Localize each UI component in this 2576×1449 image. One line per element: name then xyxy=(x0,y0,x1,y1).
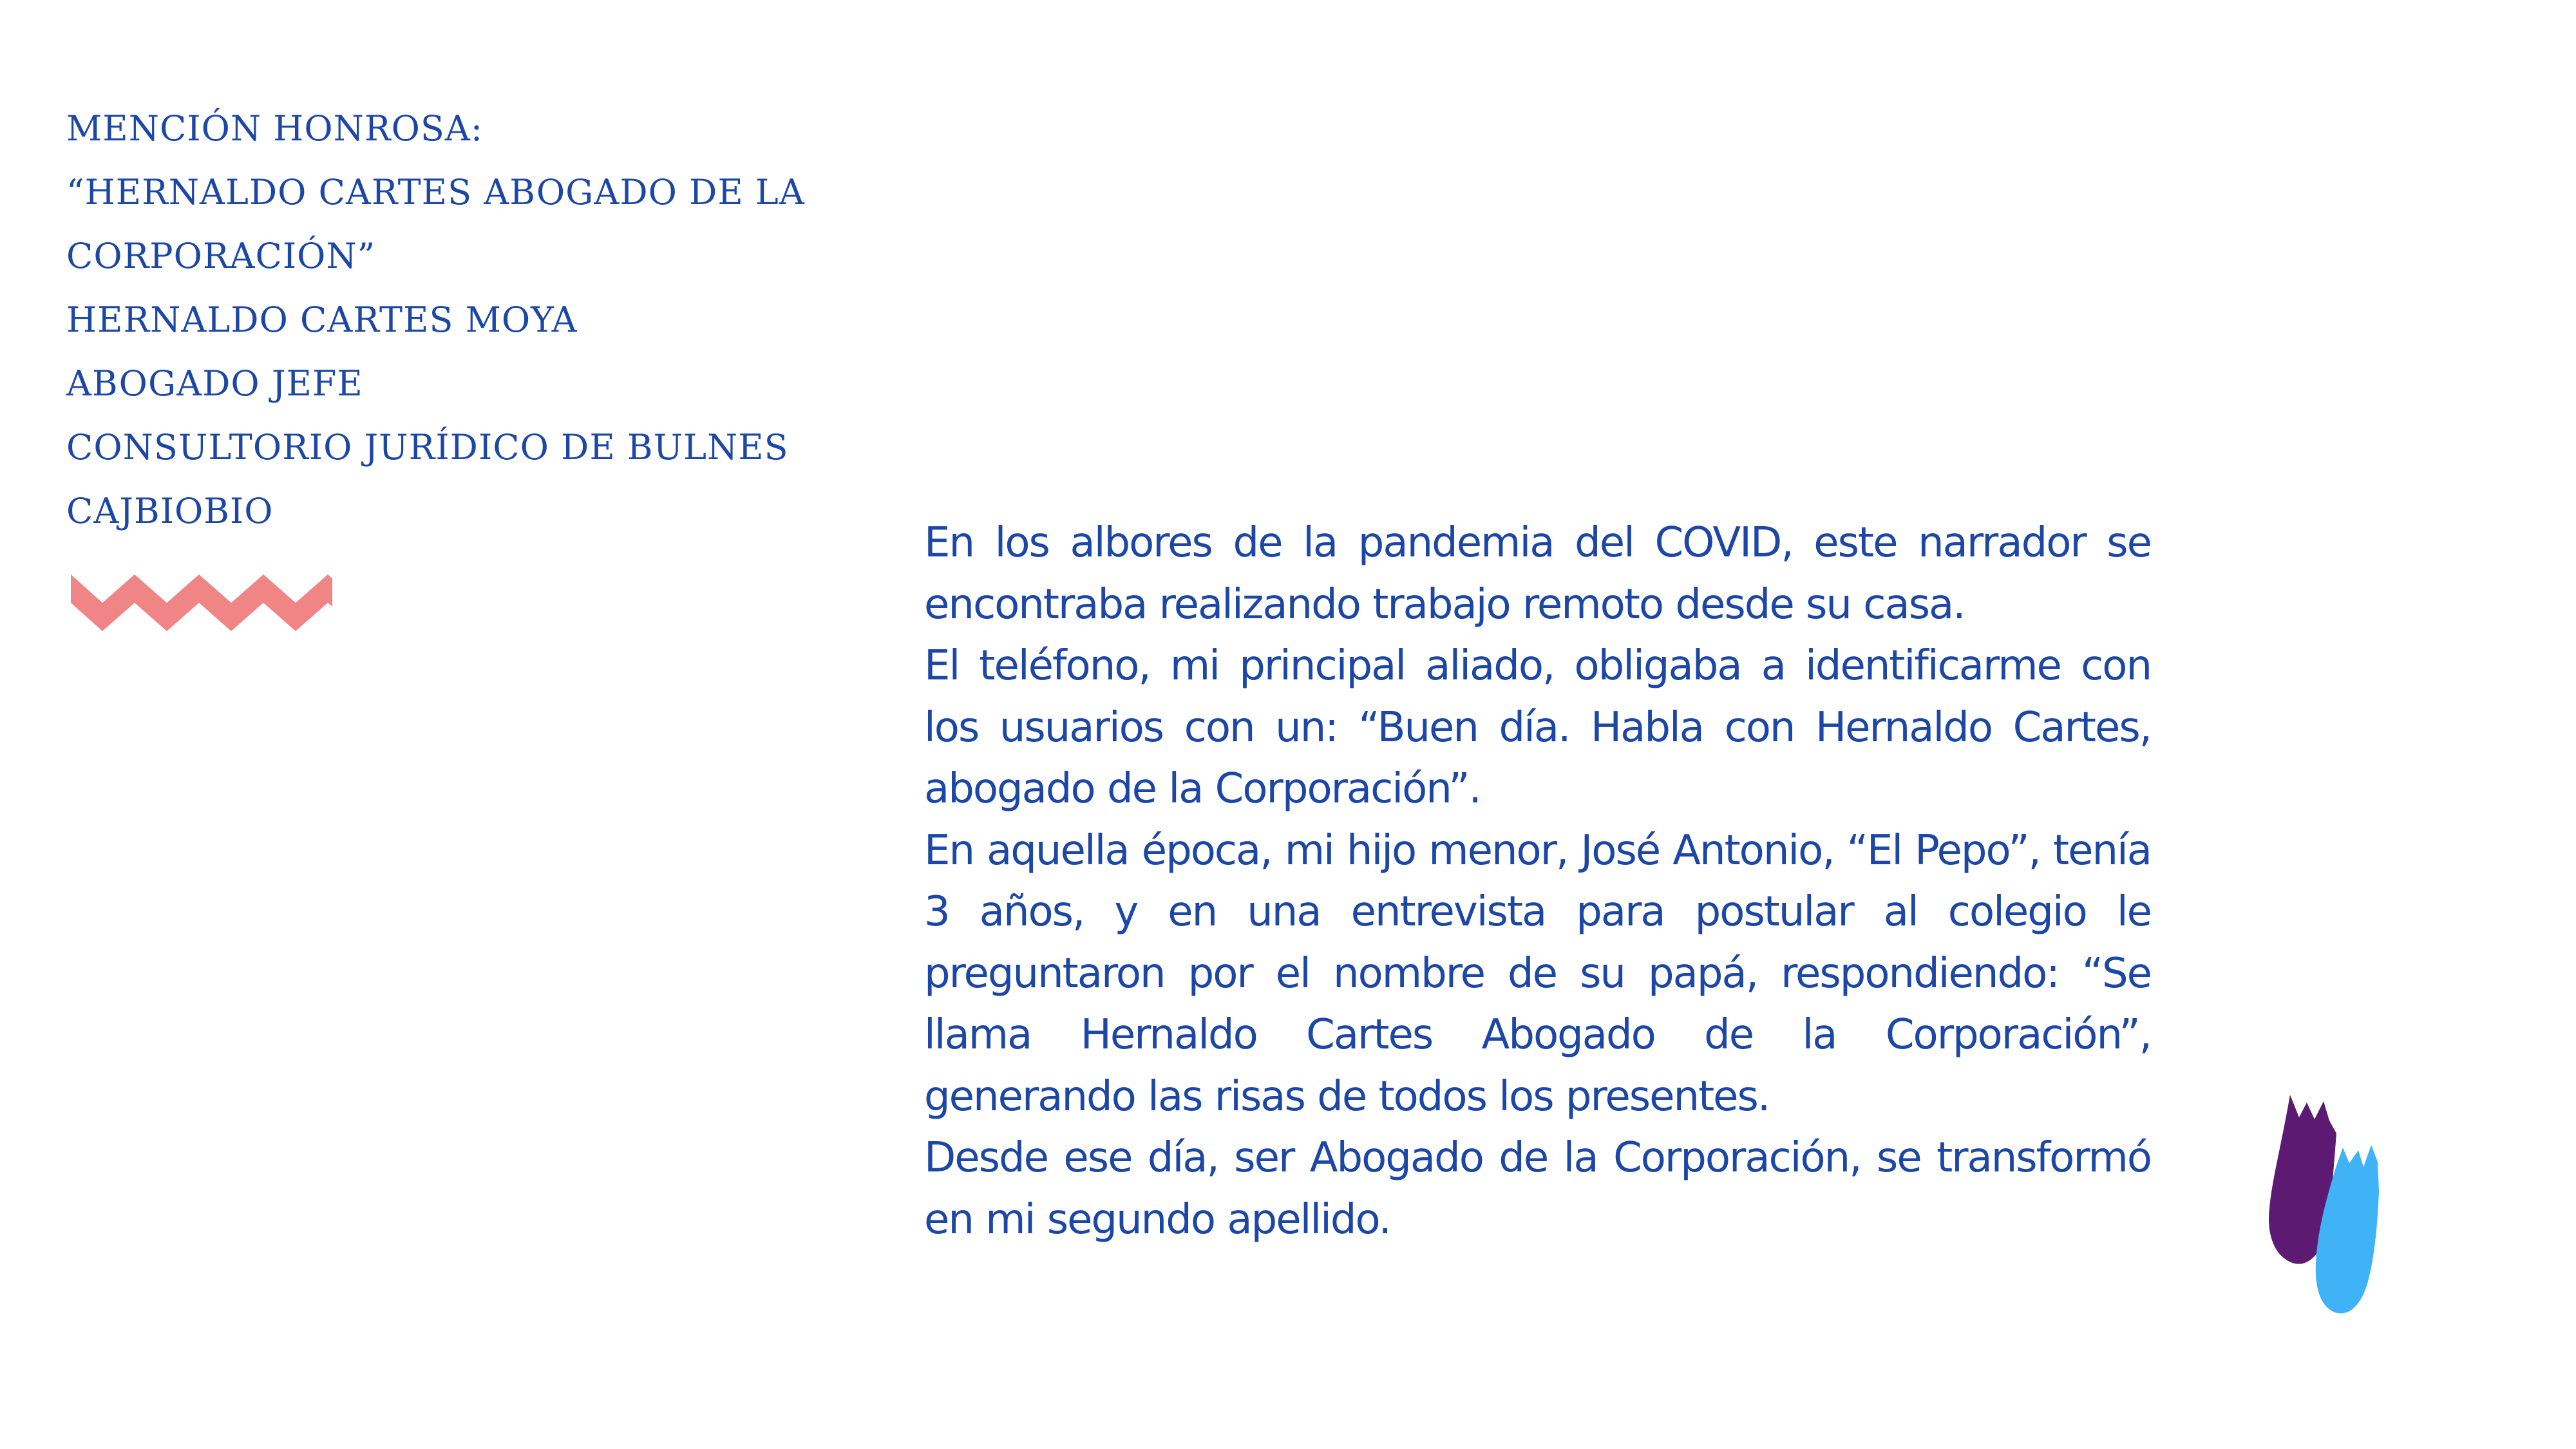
flame-drops-icon xyxy=(2267,1095,2402,1317)
story-paragraph: Desde ese día, ser Abogado de la Corporación, se transformó en mi segundo apellido. xyxy=(924,1134,2151,1244)
story-paragraph: En los albores de la pandemia del COVID, este narrador se encontraba realizando trabajo remoto desde su casa. xyxy=(924,519,2151,629)
heading-line-office: CONSULTORIO JURÍDICO DE BULNES xyxy=(66,427,789,468)
heading-line-award: MENCIÓN HONROSA: xyxy=(66,108,484,149)
heading-line-author-role: ABOGADO JEFE xyxy=(66,363,363,404)
heading-line-organization: CAJBIOBIO xyxy=(66,491,274,531)
story-paragraph: En aquella época, mi hijo menor, José Antonio, “El Pepo”, tenía 3 años, y en una entrevista para postular al colegio le preguntaron por el nombre de su papá, respondiendo: “Se llama Hernaldo Cartes Abogado de la Corporación”, generando las risas de todos los presentes. xyxy=(924,826,2151,1121)
heading-line-title-part-2: CORPORACIÓN” xyxy=(66,236,376,276)
honorable-mention-heading xyxy=(66,97,904,543)
story-paragraph: El teléfono, mi principal aliado, obligaba a identificarme con los usuarios con un: “Buen día. Habla con Hernaldo Cartes, abogado de la Corporación”. xyxy=(924,642,2151,813)
story-text xyxy=(924,513,2151,1251)
zigzag-icon xyxy=(70,574,334,634)
heading-line-title-part-1: “HERNALDO CARTES ABOGADO DE LA xyxy=(66,172,805,213)
heading-line-author-name: HERNALDO CARTES MOYA xyxy=(66,299,578,340)
